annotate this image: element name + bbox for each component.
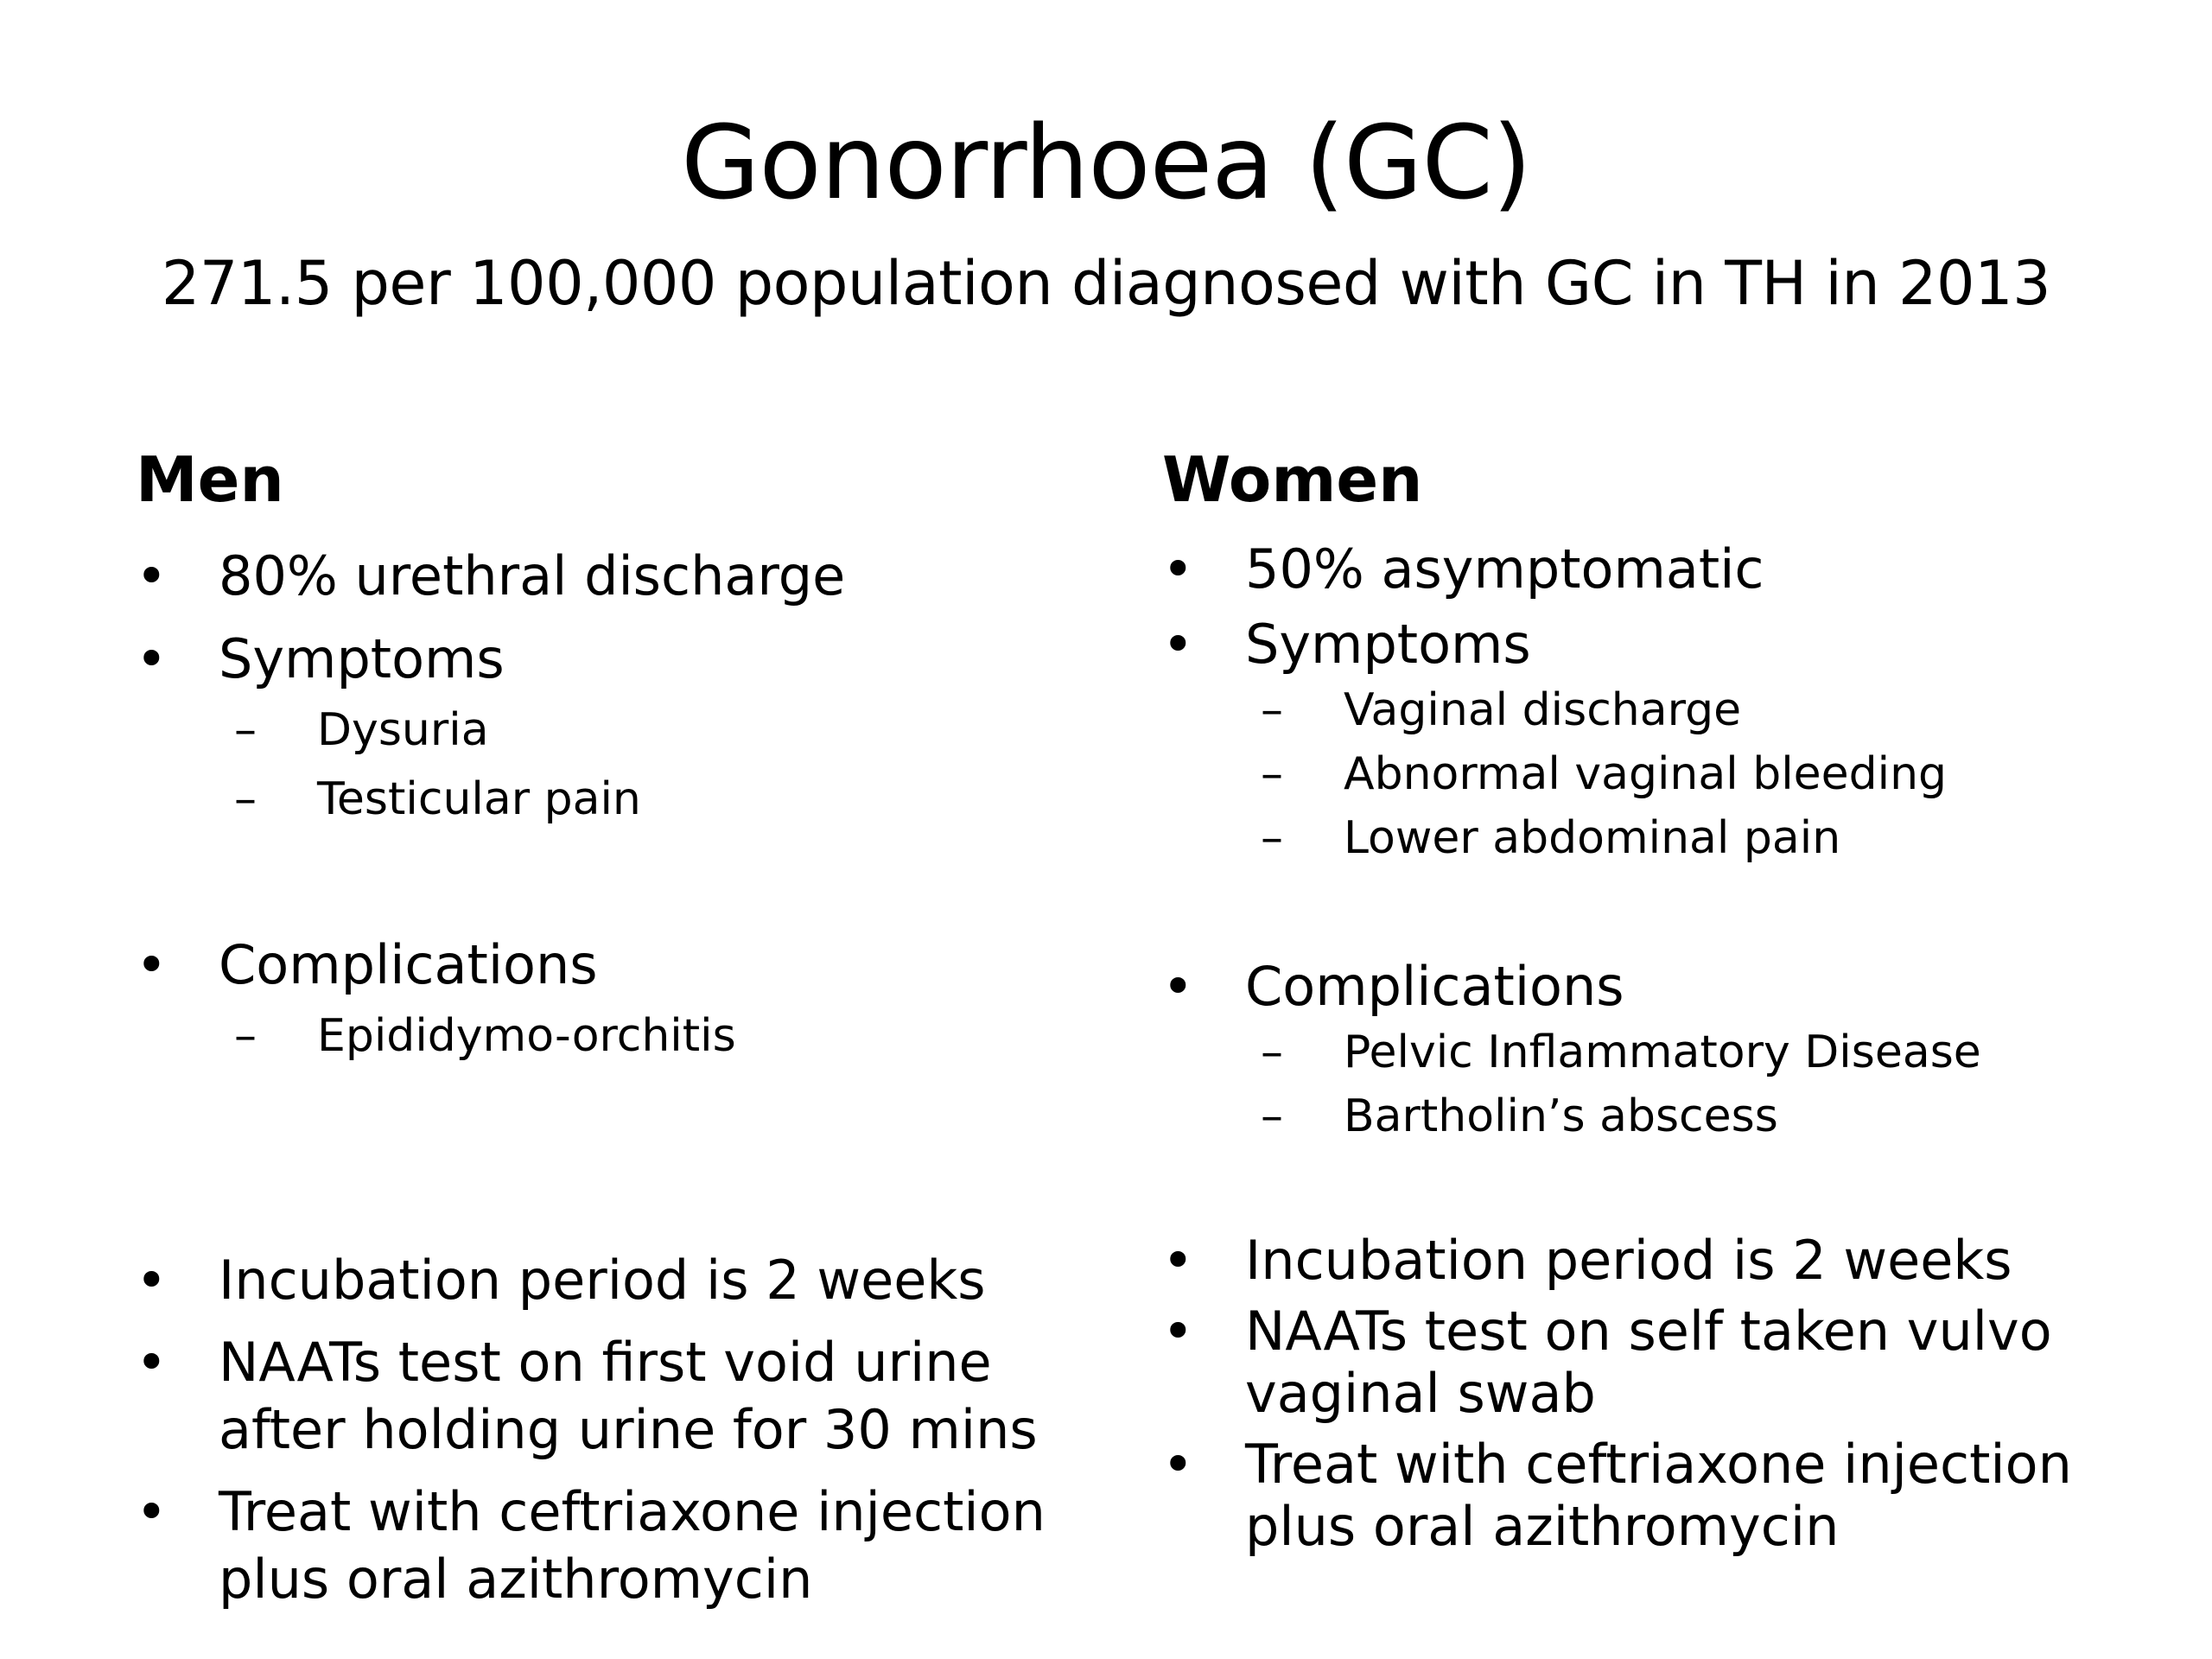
list-item-text: NAATs test on first void urine after holding urine for 30 mins <box>219 1331 1038 1461</box>
list-item <box>1162 1433 2113 1558</box>
sub-list-item <box>1162 1084 2078 1148</box>
sub-list-item-text: Abnormal vaginal bleeding <box>1344 748 1948 800</box>
list-item <box>136 1247 1129 1314</box>
list-item-text: Treat with ceftriaxone injection plus oral azithromycin <box>1245 1433 2072 1558</box>
women-list-complications <box>1162 953 2078 1148</box>
list-item-text: Incubation period is 2 weeks <box>219 1249 986 1312</box>
dash-marker: – <box>1261 812 1283 864</box>
sub-list-item <box>136 1001 1052 1071</box>
bullet-marker: • <box>136 1480 168 1543</box>
list-item <box>1162 611 2078 678</box>
list-item <box>1162 1230 2113 1292</box>
list-item <box>136 626 1052 693</box>
women-list-symptoms <box>1162 536 2078 870</box>
bullet-marker: • <box>136 627 168 690</box>
list-item <box>136 1329 1129 1464</box>
sub-list-item <box>1162 806 2078 870</box>
men-list-complications <box>136 931 1052 1071</box>
bullet-marker: • <box>1162 955 1194 1018</box>
list-item-text: Complications <box>1245 955 1624 1018</box>
men-heading: Men <box>136 443 284 516</box>
slide-subtitle: 271.5 per 100,000 population diagnosed with GC in TH in 2013 <box>161 248 2051 319</box>
sub-list-item-text: Lower abdominal pain <box>1344 812 1841 864</box>
sub-list-item-text: Dysuria <box>317 704 489 756</box>
dash-marker: – <box>1261 1090 1283 1142</box>
bullet-marker: • <box>136 544 168 607</box>
bullet-marker: • <box>136 1249 168 1312</box>
bullet-marker: • <box>1162 537 1194 601</box>
sub-list-item <box>1162 742 2078 806</box>
sub-list-item <box>136 696 1052 765</box>
bullet-marker: • <box>1162 1433 1194 1496</box>
sub-list-item-text: Vaginal discharge <box>1344 684 1742 736</box>
women-heading: Women <box>1162 443 1423 516</box>
bullet-marker: • <box>136 933 168 996</box>
sub-list-item <box>1162 1020 2078 1084</box>
bullet-marker: • <box>1162 613 1194 676</box>
list-item-text: NAATs test on self taken vulvo vaginal swab <box>1245 1300 2052 1425</box>
sub-list-item-text: Epididymo-orchitis <box>317 1010 736 1062</box>
list-item <box>136 1478 1129 1613</box>
slide-title: Gonorrhoea (GC) <box>681 103 1531 222</box>
list-item-text: 80% urethral discharge <box>219 544 846 607</box>
list-item-text: 50% asymptomatic <box>1245 537 1764 601</box>
bullet-marker: • <box>136 1331 168 1394</box>
dash-marker: – <box>1261 1027 1283 1078</box>
sub-list-item <box>1162 678 2078 742</box>
dash-marker: – <box>1261 684 1283 736</box>
bullet-marker: • <box>1162 1229 1194 1292</box>
sub-list-item-text: Pelvic Inflammatory Disease <box>1344 1027 1981 1078</box>
list-item <box>136 931 1052 999</box>
list-item-text: Complications <box>219 933 598 996</box>
list-item-text: Treat with ceftriaxone injection plus oral azithromycin <box>219 1480 1046 1611</box>
sub-list-item-text: Bartholin’s abscess <box>1344 1090 1778 1142</box>
men-list-management <box>136 1247 1129 1613</box>
list-item <box>1162 953 2078 1020</box>
sub-list-item-text: Testicular pain <box>317 773 641 825</box>
dash-marker: – <box>234 773 257 825</box>
bullet-marker: • <box>1162 1300 1194 1363</box>
list-item-text: Symptoms <box>219 627 505 690</box>
women-list-management <box>1162 1230 2113 1558</box>
list-item-text: Incubation period is 2 weeks <box>1245 1229 2012 1292</box>
dash-marker: – <box>1261 748 1283 800</box>
list-item <box>1162 536 2078 603</box>
list-item-text: Symptoms <box>1245 613 1531 676</box>
list-item <box>1162 1300 2113 1425</box>
dash-marker: – <box>234 704 257 756</box>
men-list-symptoms <box>136 543 1052 834</box>
list-item <box>136 543 1052 610</box>
sub-list-item <box>136 765 1052 834</box>
dash-marker: – <box>234 1010 257 1062</box>
